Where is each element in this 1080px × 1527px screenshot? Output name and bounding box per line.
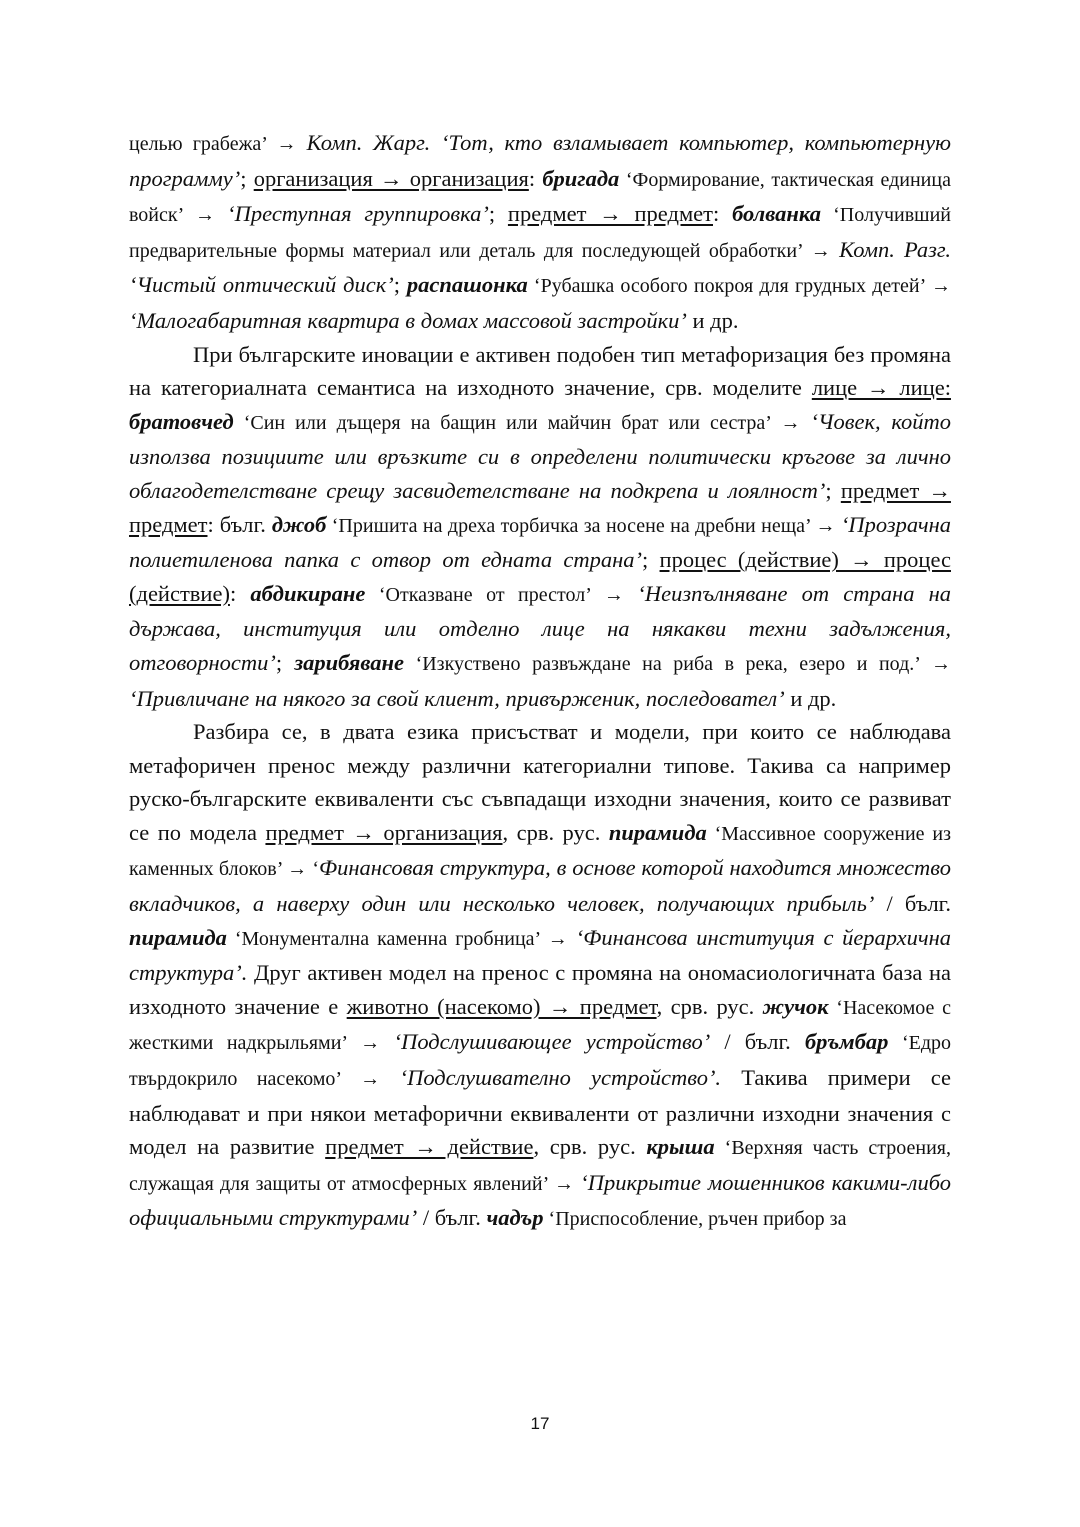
text: , срв. рус. <box>533 1134 647 1160</box>
text: ‘Массивное сооружение из каменных блоков’ → ‘ <box>129 822 951 881</box>
paragraph-1 <box>129 126 951 338</box>
text: / бълг. <box>417 1205 487 1231</box>
headword: пирамида <box>608 819 707 845</box>
headword: зарибяване <box>294 649 405 675</box>
text: Разбира се, в двата езика присъстват и модели, при които се наблюдава метафоричен пренос между различни категориални типове. Такива са например руско-българските еквиваленти със съвпадащи изходни значения, които се развиват се по модела <box>129 719 951 845</box>
italic-text: ‘Човек, който използва позициите или връзките си в определени политически кръгове за лично облагодетелстване срещу засвидетелстване на подкрепа и лоялност’ <box>129 408 951 503</box>
text: / бълг. <box>874 891 951 917</box>
italic-text: ‘Преступная группировка’ <box>227 201 489 227</box>
text: ‘Насекомое с жесткими надкрыльями’ → <box>129 996 951 1055</box>
text: ‘Син или дъщеря на бащин или майчин брат или сестра’ → <box>233 411 811 434</box>
underlined-model: предмет → предмет <box>129 477 951 537</box>
headword: джоб <box>271 511 327 537</box>
italic-text: ‘Неизпълняване от страна на държава, институция или отделно лице на някакви техни задължения, отговорности’ <box>129 580 951 675</box>
headword: абдикиране <box>250 580 366 606</box>
text: Такива примери се наблюдават и при някои метафорични еквиваленти от различни изходни значения с модел на развитие <box>129 1065 951 1160</box>
underlined-model: животно (насекомо) → предмет <box>346 993 657 1019</box>
italic-text: Финансовая структура, в основе которой находится множество вкладчиков, а наверху один или несколько человек, получающих прибыль’ <box>129 855 951 917</box>
text: ; <box>642 547 660 573</box>
italic-text: ‘Прикрытие мошенников какими-либо официальными структурами’ <box>129 1169 951 1231</box>
text: ‘Формирование, тактическая единица войск’ → <box>129 168 951 227</box>
text: и др. <box>686 307 739 333</box>
text: ; <box>393 272 407 298</box>
underlined-model: предмет → организация <box>265 819 503 845</box>
text: : <box>528 165 543 191</box>
text: ‘Изкуствено развъждане на риба в река, езеро и под.’ → <box>404 652 951 675</box>
text: , срв. рус. <box>502 819 609 845</box>
italic-text: ‘Привличане на някого за свой клиент, привърженик, последовател’ <box>129 685 785 711</box>
italic-text: Комп. Жарг. ‘Тот, кто взламывает компьютер, компьютерную программу’ <box>129 130 951 191</box>
text: ‘Едро твърдокрило насекомо’ → <box>129 1032 951 1091</box>
headword: болванка <box>732 201 821 227</box>
headword: пирамида <box>129 924 227 950</box>
text: и др. <box>784 685 837 711</box>
page-body <box>129 126 951 1237</box>
text: ; <box>488 201 508 227</box>
paragraph-3 <box>129 715 951 1237</box>
underlined-model: лице → лице: <box>811 375 951 401</box>
paragraph-2 <box>129 338 951 716</box>
text: ‘Отказване от престол’ → <box>365 583 638 606</box>
headword: распашонка <box>406 272 528 298</box>
text: ‘Рубашка особого покроя для грудных детей’ → <box>527 275 951 298</box>
text: : <box>713 201 733 227</box>
headword: бръмбар <box>804 1029 889 1055</box>
underlined-model: процес (действие) → процес (действие) <box>129 547 951 606</box>
text: ‘Получивший предварительные формы материал или деталь для последующей обработки’ → <box>129 204 951 262</box>
text: ; <box>825 477 841 503</box>
text: , срв. рус. <box>656 993 763 1019</box>
page-number: 17 <box>530 1414 550 1433</box>
text: : бълг. <box>207 511 272 537</box>
headword: бригада <box>542 165 620 191</box>
text: Друг активен модел на пренос с промяна на ономасиологичната база на изходното значение е <box>129 960 951 1019</box>
italic-text: ‘Подслушвателно устройство’. <box>399 1065 722 1091</box>
text: : <box>229 580 251 606</box>
italic-text: ‘Финансова институция с йерархична структура’. <box>129 924 951 986</box>
text: При българските иновации е активен подобен тип метафоризация без промяна на категориалната семантиса на изходното значение, срв. моделите <box>129 341 951 401</box>
italic-text: ‘Малогабаритная квартира в домах массовой застройки’ <box>129 307 687 333</box>
underlined-model: предмет → действие <box>325 1134 534 1160</box>
underlined-model: предмет → предмет <box>507 201 713 227</box>
text: целью грабежа’ → <box>129 133 307 155</box>
text: / бълг. <box>710 1029 805 1055</box>
headword: братовчед <box>129 408 234 434</box>
text: ‘Приспособление, ръчен прибор за <box>543 1208 847 1231</box>
headword: крыша <box>646 1134 715 1160</box>
text: ; <box>275 649 295 675</box>
headword: чадър <box>486 1205 544 1231</box>
text: ‘Монументална каменна гробница’ → <box>226 927 576 950</box>
italic-text: Комп. Разг. ‘Чистый оптический диск’ <box>129 236 951 298</box>
text: ‘Верхняя часть строения, служащая для защиты от атмосферных явлений’ → <box>129 1137 951 1195</box>
underlined-model: организация → организация <box>253 165 529 191</box>
text: ; <box>240 165 254 191</box>
italic-text: ‘Прозрачна полиетиленова папка с отвор от едната страна’ <box>129 511 952 573</box>
text: ‘Пришита на дреха торбичка за носене на дребни неща’ → <box>326 514 841 537</box>
headword: жучок <box>762 993 829 1019</box>
italic-text: ‘Подслушивающее устройство’ <box>393 1029 711 1055</box>
